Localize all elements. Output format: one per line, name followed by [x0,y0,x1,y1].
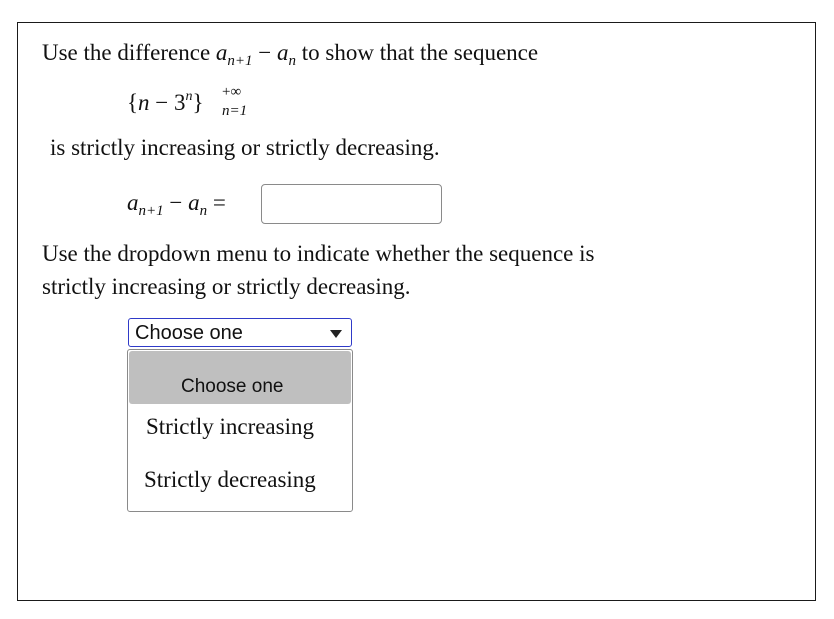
dropdown-option-label: Choose one [181,376,284,397]
brace-close: } [192,90,204,115]
math-minus-three: − 3 [149,90,186,115]
answer-label [127,190,226,219]
dropdown-menu [127,349,353,512]
sequence-expression [127,90,204,116]
sequence-lower-limit: n=1 [222,103,248,119]
math-minus: − [163,190,189,215]
math-subscript: n+1 [138,203,164,219]
dropdown-option-choose-one[interactable] [129,351,351,404]
math-subscript: n+1 [227,53,253,69]
dropdown-selected-value: Choose one [135,322,243,344]
sequence-type-dropdown[interactable] [128,318,352,347]
dropdown-option-strictly-decreasing[interactable]: Strictly decreasing [144,467,316,492]
math-a: a [188,190,200,215]
dropdown-instruction-1: Use the dropdown menu to indicate whether the sequence is [42,241,595,266]
math-subscript: n [288,53,297,69]
math-a: a [215,40,228,65]
question-line-2: is strictly increasing or strictly decreasing. [50,135,440,160]
math-equals: = [207,190,226,215]
math-a: a [277,40,289,65]
question-intro [42,40,539,69]
dropdown-option-strictly-increasing[interactable]: Strictly increasing [146,414,314,439]
intro-text-after: to show that the sequence [296,40,539,65]
math-minus: − [252,40,278,65]
intro-text-before: Use the difference [42,40,216,65]
brace-open: { [127,90,139,115]
dropdown-instruction-2: strictly increasing or strictly decreasing. [42,274,411,299]
sequence-upper-limit: +∞ [222,84,242,100]
answer-input[interactable] [261,184,442,224]
math-n: n [138,90,150,115]
math-a: a [127,190,139,215]
chevron-down-icon [330,330,342,338]
math-subscript: n [199,203,208,219]
math-exponent: n [185,89,193,104]
